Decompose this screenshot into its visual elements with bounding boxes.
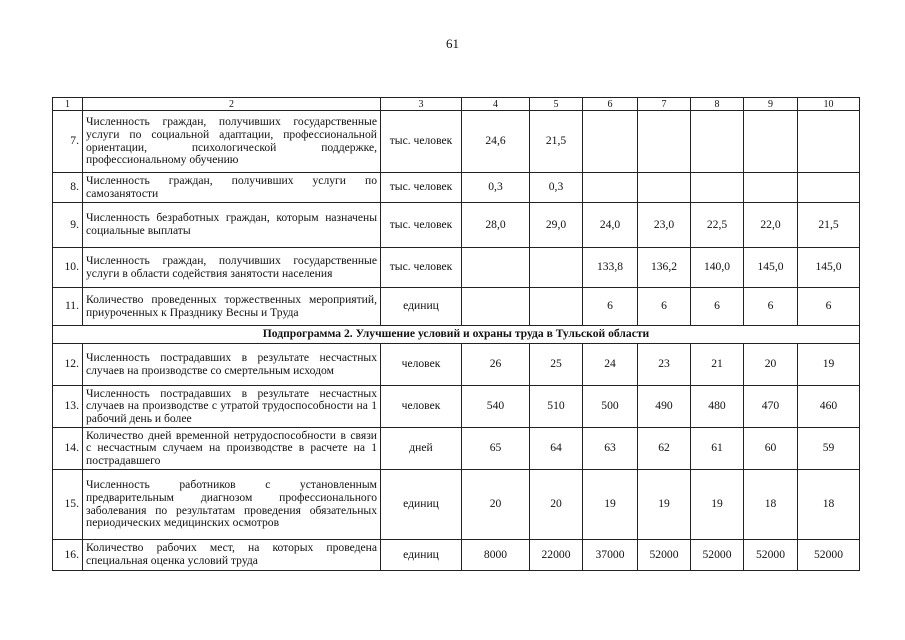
indicators-table bbox=[52, 97, 860, 571]
value-cell: 0,3 bbox=[530, 173, 583, 203]
value-cell: 22,0 bbox=[744, 203, 798, 248]
value-cell: 6 bbox=[798, 288, 860, 326]
table-row bbox=[53, 470, 860, 540]
unit-cell: тыс. человек bbox=[381, 111, 462, 173]
value-cell: 61 bbox=[691, 428, 744, 470]
value-cell: 133,8 bbox=[583, 248, 638, 288]
value-cell bbox=[744, 173, 798, 203]
unit-cell: тыс. человек bbox=[381, 248, 462, 288]
table-row bbox=[53, 248, 860, 288]
value-cell bbox=[583, 111, 638, 173]
indicator-name: Количество проведенных торжественных мероприятий, приуроченных к Празднику Весны и Труда bbox=[83, 288, 381, 326]
unit-cell: человек bbox=[381, 344, 462, 386]
table-row bbox=[53, 428, 860, 470]
value-cell: 21,5 bbox=[798, 203, 860, 248]
value-cell: 22000 bbox=[530, 540, 583, 571]
value-cell bbox=[798, 111, 860, 173]
value-cell: 6 bbox=[744, 288, 798, 326]
value-cell: 20 bbox=[530, 470, 583, 540]
value-cell: 24 bbox=[583, 344, 638, 386]
unit-cell: тыс. человек bbox=[381, 203, 462, 248]
header-cell: 6 bbox=[583, 98, 638, 111]
value-cell: 37000 bbox=[583, 540, 638, 571]
row-number: 11. bbox=[53, 288, 83, 326]
table-row bbox=[53, 344, 860, 386]
table-row bbox=[53, 111, 860, 173]
value-cell: 19 bbox=[798, 344, 860, 386]
value-cell: 18 bbox=[798, 470, 860, 540]
value-cell: 60 bbox=[744, 428, 798, 470]
value-cell: 0,3 bbox=[462, 173, 530, 203]
header-cell: 4 bbox=[462, 98, 530, 111]
header-cell: 10 bbox=[798, 98, 860, 111]
indicator-name: Численность безработных граждан, которым назначены социальные выплаты bbox=[83, 203, 381, 248]
value-cell: 490 bbox=[638, 386, 691, 428]
row-number: 8. bbox=[53, 173, 83, 203]
header-row bbox=[53, 98, 860, 111]
header-cell: 1 bbox=[53, 98, 83, 111]
indicator-name: Численность граждан, получивших услуги по самозанятости bbox=[83, 173, 381, 203]
value-cell: 140,0 bbox=[691, 248, 744, 288]
unit-cell: единиц bbox=[381, 470, 462, 540]
value-cell bbox=[583, 173, 638, 203]
value-cell: 52000 bbox=[691, 540, 744, 571]
header-cell: 8 bbox=[691, 98, 744, 111]
page-number: 61 bbox=[446, 36, 459, 51]
value-cell bbox=[638, 173, 691, 203]
value-cell bbox=[638, 111, 691, 173]
value-cell bbox=[744, 111, 798, 173]
value-cell: 65 bbox=[462, 428, 530, 470]
unit-cell: единиц bbox=[381, 288, 462, 326]
value-cell: 28,0 bbox=[462, 203, 530, 248]
indicator-name: Количество рабочих мест, на которых проведена специальная оценка условий труда bbox=[83, 540, 381, 571]
value-cell: 52000 bbox=[798, 540, 860, 571]
value-cell: 23 bbox=[638, 344, 691, 386]
table-row bbox=[53, 540, 860, 571]
section-row bbox=[53, 326, 860, 344]
value-cell: 145,0 bbox=[798, 248, 860, 288]
value-cell: 21,5 bbox=[530, 111, 583, 173]
unit-cell: тыс. человек bbox=[381, 173, 462, 203]
table-row bbox=[53, 173, 860, 203]
value-cell bbox=[462, 288, 530, 326]
row-number: 13. bbox=[53, 386, 83, 428]
value-cell: 24,0 bbox=[583, 203, 638, 248]
header-cell: 3 bbox=[381, 98, 462, 111]
value-cell bbox=[530, 288, 583, 326]
header-cell: 2 bbox=[83, 98, 381, 111]
value-cell: 20 bbox=[462, 470, 530, 540]
value-cell: 19 bbox=[583, 470, 638, 540]
row-number: 14. bbox=[53, 428, 83, 470]
value-cell: 145,0 bbox=[744, 248, 798, 288]
indicator-name: Численность работников с установленным предварительным диагнозом профессионального заболевания по результатам проведения обязательных периодических медицинских осмотров bbox=[83, 470, 381, 540]
value-cell: 8000 bbox=[462, 540, 530, 571]
value-cell: 21 bbox=[691, 344, 744, 386]
value-cell bbox=[691, 173, 744, 203]
value-cell: 52000 bbox=[744, 540, 798, 571]
indicator-name: Численность пострадавших в результате несчастных случаев на производстве со смертельным исходом bbox=[83, 344, 381, 386]
row-number: 9. bbox=[53, 203, 83, 248]
value-cell: 29,0 bbox=[530, 203, 583, 248]
value-cell: 470 bbox=[744, 386, 798, 428]
section-title: Подпрограмма 2. Улучшение условий и охраны труда в Тульской области bbox=[53, 326, 860, 344]
row-number: 15. bbox=[53, 470, 83, 540]
value-cell bbox=[462, 248, 530, 288]
value-cell: 6 bbox=[691, 288, 744, 326]
value-cell bbox=[530, 248, 583, 288]
row-number: 7. bbox=[53, 111, 83, 173]
table-row bbox=[53, 203, 860, 248]
value-cell: 22,5 bbox=[691, 203, 744, 248]
value-cell: 6 bbox=[583, 288, 638, 326]
value-cell: 52000 bbox=[638, 540, 691, 571]
value-cell: 460 bbox=[798, 386, 860, 428]
header-cell: 7 bbox=[638, 98, 691, 111]
value-cell: 62 bbox=[638, 428, 691, 470]
table-row bbox=[53, 386, 860, 428]
value-cell: 19 bbox=[638, 470, 691, 540]
table-row bbox=[53, 288, 860, 326]
value-cell: 64 bbox=[530, 428, 583, 470]
value-cell: 18 bbox=[744, 470, 798, 540]
value-cell bbox=[691, 111, 744, 173]
value-cell: 510 bbox=[530, 386, 583, 428]
indicator-name: Численность пострадавших в результате несчастных случаев на производстве с утратой трудоспособности на 1 рабочий день и более bbox=[83, 386, 381, 428]
value-cell bbox=[798, 173, 860, 203]
row-number: 10. bbox=[53, 248, 83, 288]
value-cell: 19 bbox=[691, 470, 744, 540]
value-cell: 6 bbox=[638, 288, 691, 326]
row-number: 16. bbox=[53, 540, 83, 571]
value-cell: 136,2 bbox=[638, 248, 691, 288]
unit-cell: человек bbox=[381, 386, 462, 428]
value-cell: 480 bbox=[691, 386, 744, 428]
value-cell: 63 bbox=[583, 428, 638, 470]
value-cell: 23,0 bbox=[638, 203, 691, 248]
header-cell: 5 bbox=[530, 98, 583, 111]
header-cell: 9 bbox=[744, 98, 798, 111]
indicator-name: Численность граждан, получивших государственные услуги по социальной адаптации, профессиональной ориентации, психологической поддержке, профессиональному обучению bbox=[83, 111, 381, 173]
value-cell: 25 bbox=[530, 344, 583, 386]
value-cell: 26 bbox=[462, 344, 530, 386]
indicator-name: Численность граждан, получивших государственные услуги в области содействия занятости населения bbox=[83, 248, 381, 288]
value-cell: 24,6 bbox=[462, 111, 530, 173]
value-cell: 20 bbox=[744, 344, 798, 386]
unit-cell: дней bbox=[381, 428, 462, 470]
value-cell: 540 bbox=[462, 386, 530, 428]
value-cell: 500 bbox=[583, 386, 638, 428]
indicator-name: Количество дней временной нетрудоспособности в связи с несчастным случаем на производстве в расчете на 1 пострадавшего bbox=[83, 428, 381, 470]
row-number: 12. bbox=[53, 344, 83, 386]
value-cell: 59 bbox=[798, 428, 860, 470]
unit-cell: единиц bbox=[381, 540, 462, 571]
